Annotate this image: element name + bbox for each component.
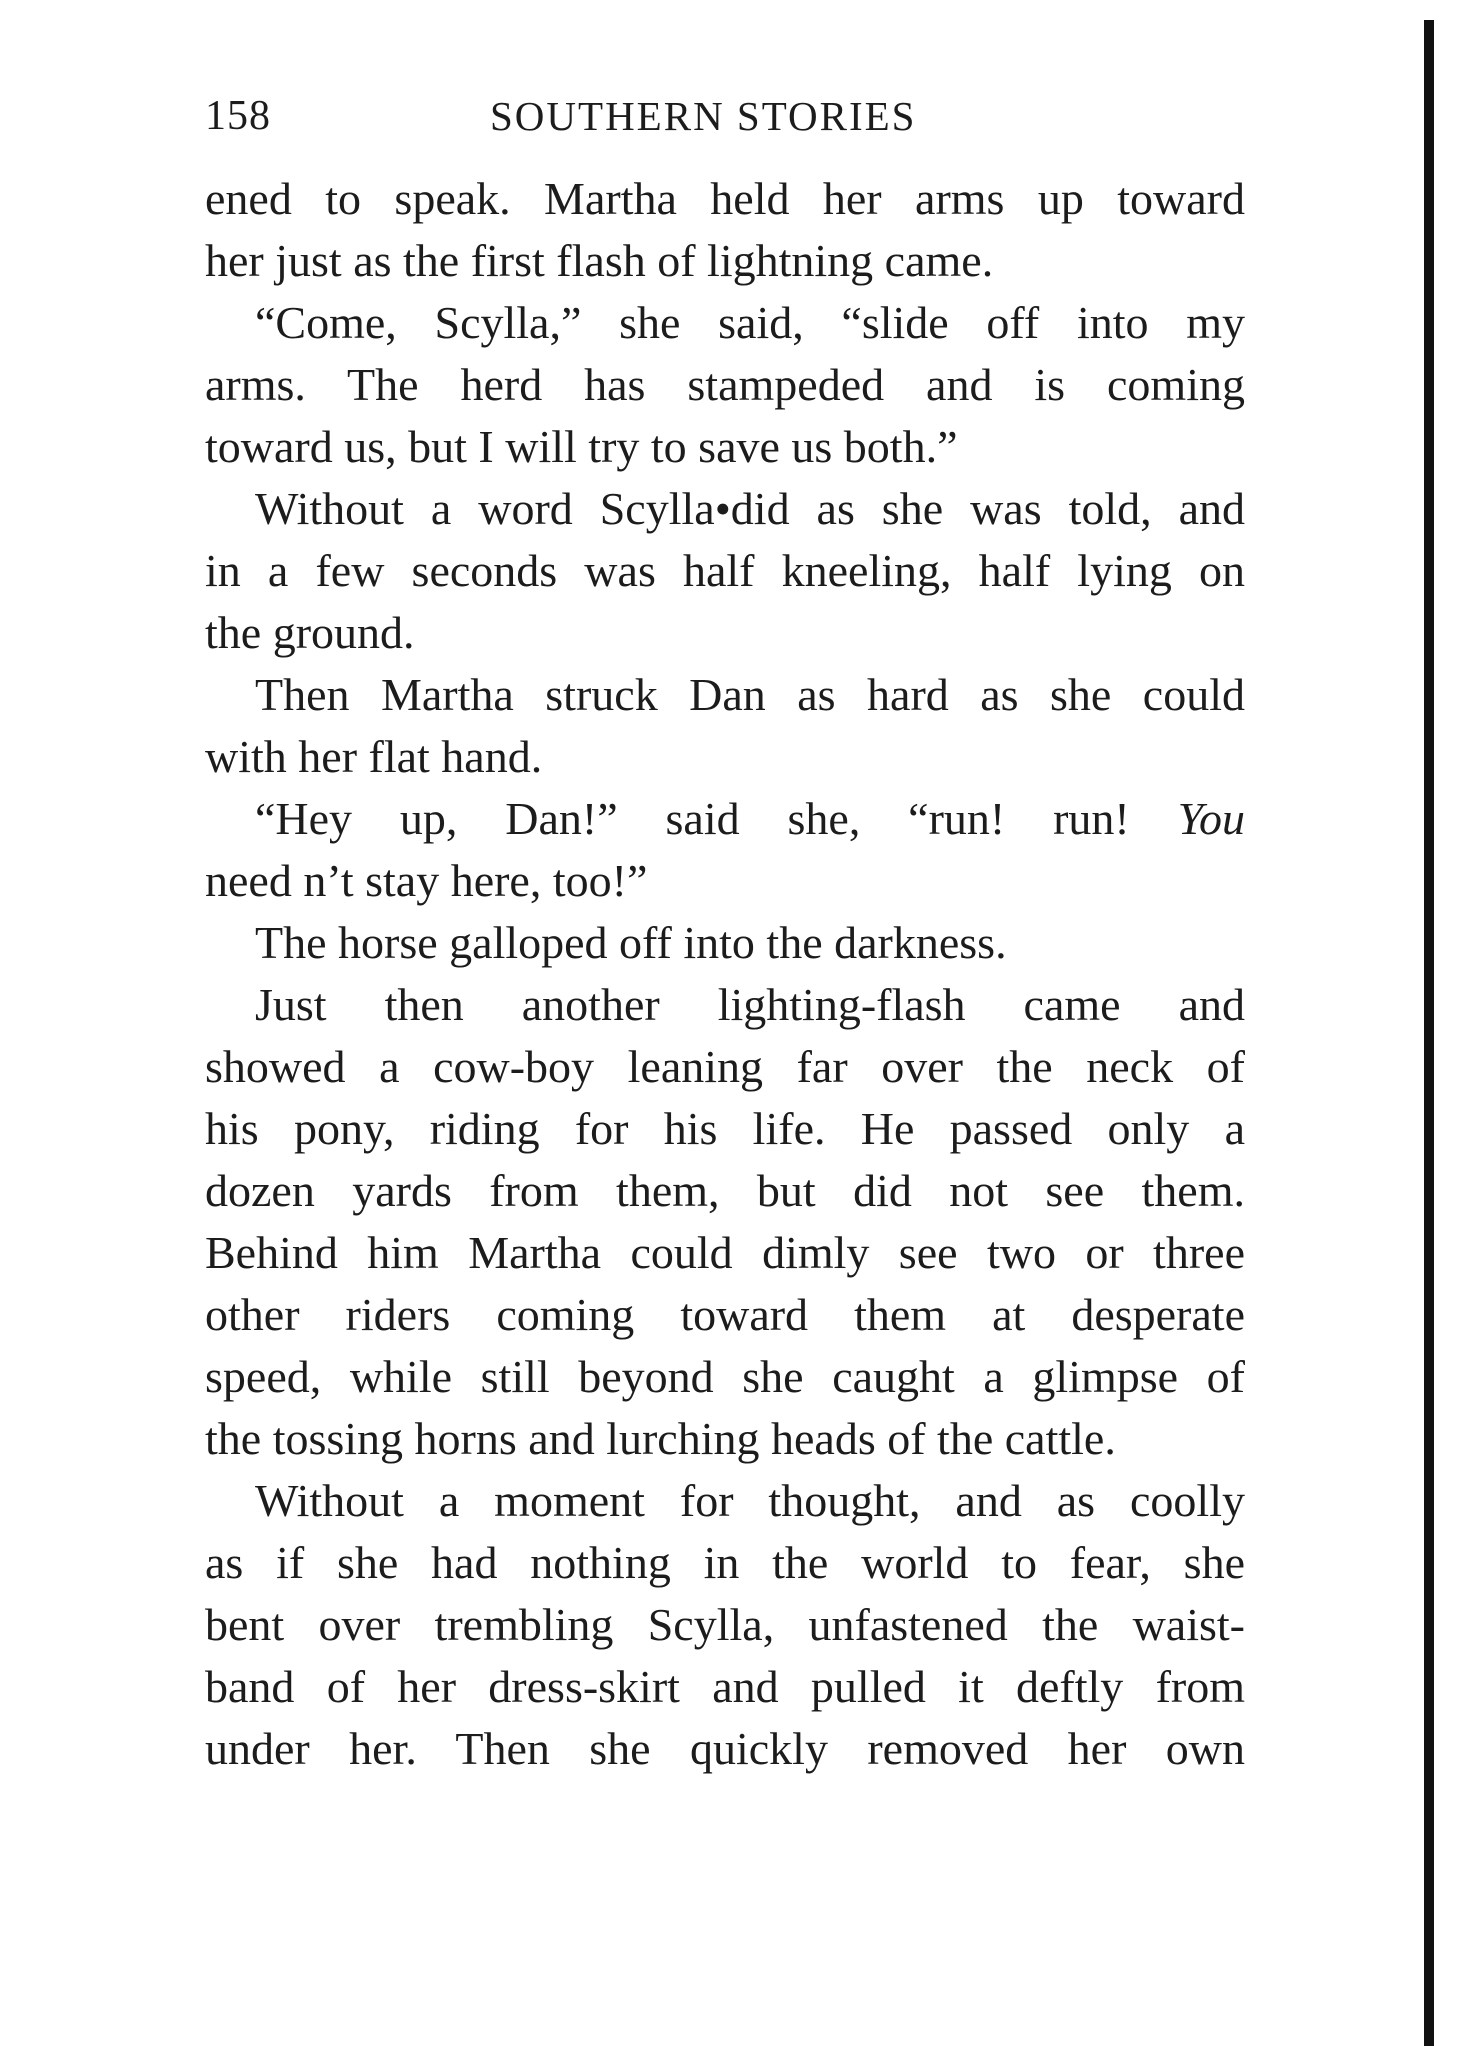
text-line bbox=[205, 974, 1245, 1036]
text-line bbox=[205, 1408, 1245, 1470]
text-line-content: dozen yards from them, but did not see them. bbox=[205, 1165, 1245, 1216]
running-head bbox=[205, 92, 1245, 152]
text-line-content: arms. The herd has stampeded and is coming bbox=[205, 359, 1245, 410]
text-line-content: bent over trembling Scylla, unfastened the waist- bbox=[205, 1599, 1245, 1650]
text-line-content: with her flat hand. bbox=[205, 731, 543, 782]
text-line bbox=[205, 788, 1245, 850]
text-line bbox=[205, 478, 1245, 540]
text-line bbox=[205, 1036, 1245, 1098]
text-line bbox=[205, 1594, 1245, 1656]
text-line bbox=[205, 354, 1245, 416]
text-line-content: Without a word Scylla•did as she was told, and bbox=[255, 483, 1245, 534]
text-line bbox=[205, 1656, 1245, 1718]
text-line-content: the ground. bbox=[205, 607, 415, 658]
text-line-content: Behind him Martha could dimly see two or three bbox=[205, 1227, 1245, 1278]
text-line-content: in a few seconds was half kneeling, half lying on bbox=[205, 545, 1245, 596]
text-line-content: showed a cow-boy leaning far over the neck of bbox=[205, 1041, 1245, 1092]
text-line-content: other riders coming toward them at desperate bbox=[205, 1289, 1245, 1340]
text-line bbox=[205, 1470, 1245, 1532]
text-line-content: Then Martha struck Dan as hard as she could bbox=[255, 669, 1245, 720]
text-line bbox=[205, 1284, 1245, 1346]
italic-word: You bbox=[1177, 793, 1245, 844]
text-line bbox=[205, 602, 1245, 664]
text-line bbox=[205, 664, 1245, 726]
text-line-content: The horse galloped off into the darkness. bbox=[255, 917, 1007, 968]
text-line bbox=[205, 1346, 1245, 1408]
running-title: SOUTHERN STORIES bbox=[490, 93, 917, 139]
text-line-content: as if she had nothing in the world to fear, she bbox=[205, 1537, 1245, 1588]
text-line bbox=[205, 726, 1245, 788]
text-line-content: toward us, but I will try to save us both.” bbox=[205, 421, 958, 472]
text-line bbox=[205, 168, 1245, 230]
text-line bbox=[205, 292, 1245, 354]
text-line-content: need n’t stay here, too!” bbox=[205, 855, 648, 906]
text-line bbox=[205, 1718, 1245, 1780]
text-line bbox=[205, 540, 1245, 602]
text-line bbox=[205, 230, 1245, 292]
text-line bbox=[205, 1222, 1245, 1284]
page-edge-shadow bbox=[1424, 20, 1434, 2046]
text-line-content: Without a moment for thought, and as coolly bbox=[255, 1475, 1245, 1526]
text-line-content: band of her dress-skirt and pulled it deftly from bbox=[205, 1661, 1245, 1712]
text-line-content: his pony, riding for his life. He passed only a bbox=[205, 1103, 1245, 1154]
text-line bbox=[205, 1160, 1245, 1222]
text-line-content: her just as the first flash of lightning came. bbox=[205, 235, 994, 286]
text-line-content: Just then another lighting-flash came and bbox=[255, 979, 1245, 1030]
text-line-content: speed, while still beyond she caught a glimpse of bbox=[205, 1351, 1245, 1402]
body-text bbox=[205, 168, 1245, 1780]
text-line bbox=[205, 850, 1245, 912]
text-line-content: ened to speak. Martha held her arms up toward bbox=[205, 173, 1245, 224]
text-line bbox=[205, 416, 1245, 478]
text-line-content: “Hey up, Dan!” said she, “run! run! bbox=[255, 793, 1130, 844]
text-line-content: under her. Then she quickly removed her own bbox=[205, 1723, 1245, 1774]
text-line-content: “Come, Scylla,” she said, “slide off into my bbox=[255, 297, 1245, 348]
text-line bbox=[205, 1098, 1245, 1160]
text-line bbox=[205, 912, 1245, 974]
text-line-content: the tossing horns and lurching heads of the cattle. bbox=[205, 1413, 1116, 1464]
text-line bbox=[205, 1532, 1245, 1594]
page-number: 158 bbox=[205, 93, 271, 139]
